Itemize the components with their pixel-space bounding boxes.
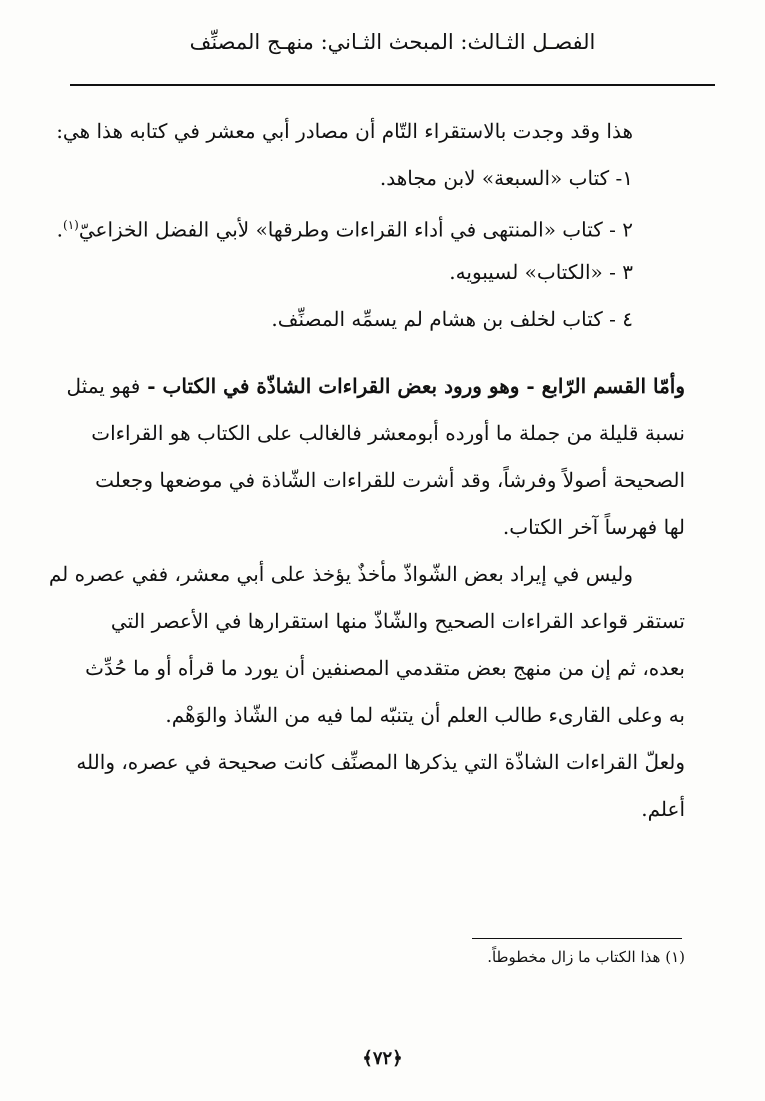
paragraph-line — [66, 363, 685, 410]
paragraph-line: بعده، ثم إن من منهج بعض متقدمي المصنفين أن يورد ما قرأه أو ما حُدِّث — [85, 656, 685, 680]
paragraph-line: وليس في إيراد بعض الشّواذّ مأخذٌ يؤخذ على أبي معشر، ففي عصره لم — [48, 562, 633, 586]
paragraph-gap — [70, 343, 685, 363]
paragraph-line: تستقر قواعد القراءات الصحيح والشّاذّ منها استقرارها في الأعصر التي — [110, 609, 685, 633]
paragraph-line: الصحيحة أصولاً وفرشاً، وقد أشرت للقراءات الشّاذة في موضعها وجعلت — [95, 468, 685, 492]
page-number: ﴿٧٢﴾ — [362, 1048, 403, 1069]
footnote-ref: (١) — [63, 218, 79, 232]
running-header: الفصـل الثـالث: المبحث الثـاني: منهـج المصنِّف — [189, 30, 596, 54]
paragraph-line: ولعلّ القراءات الشاذّة التي يذكرها المصنِّف كانت صحيحة في عصره، والله — [76, 750, 685, 774]
paragraph-line: به وعلى القارىء طالب العلم أن يتنبّه لما فيه من الشّاذ والوَهْم. — [165, 703, 685, 727]
paragraph-line: أعلم. — [641, 797, 685, 821]
intro-line: هذا وقد وجدت بالاستقراء التّام أن مصادر أبي معشر في كتابه هذا هي: — [56, 119, 633, 143]
paragraph-line: نسبة قليلة من جملة ما أورده أبومعشر فالغالب على الكتاب هو القراءات — [91, 421, 685, 445]
main-text — [48, 108, 685, 833]
source-item: ١- كتاب «السبعة» لابن مجاهد. — [379, 166, 633, 190]
source-item-end: . — [56, 217, 64, 242]
source-item-text: ٢ - كتاب «المنتهى في أداء القراءات وطرقها» لأبي الفضل الخزاعيّ — [78, 217, 633, 242]
source-item — [56, 202, 685, 249]
footnote-rule — [472, 938, 682, 939]
section-heading-inline: وأمّا القسم الرّابع - وهو ورود بعض القراءات الشاذّة في الكتاب - — [140, 374, 685, 398]
footnote: (١) هذا الكتاب ما زال مخطوطاً. — [487, 948, 685, 966]
source-item: ٣ - «الكتاب» لسيبويه. — [449, 260, 633, 284]
paragraph-line: لها فهرساً آخر الكتاب. — [502, 515, 685, 539]
paragraph-text: فهو يمثل — [66, 374, 141, 398]
header-rule — [70, 84, 715, 86]
source-item: ٤ - كتاب لخلف بن هشام لم يسمِّه المصنِّف. — [271, 307, 633, 331]
